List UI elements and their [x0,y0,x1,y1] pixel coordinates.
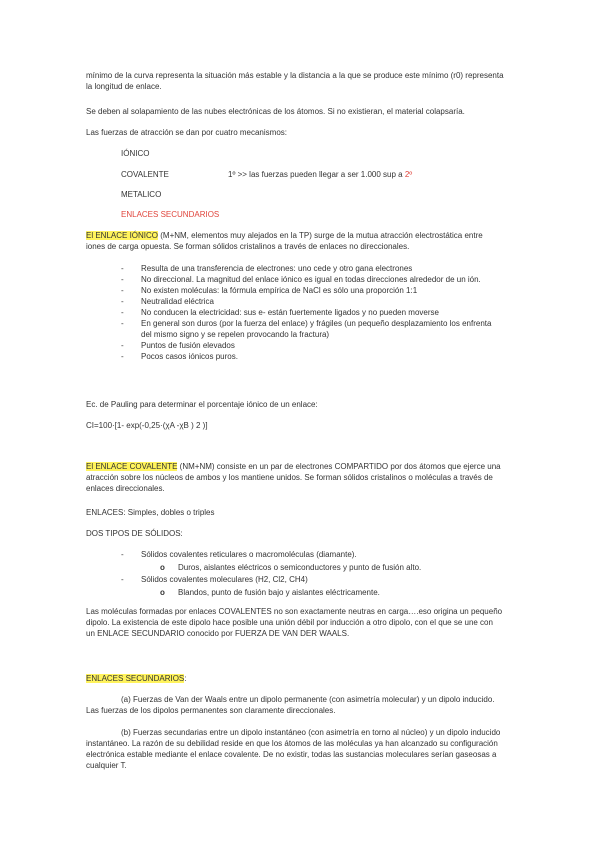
mechanism-metalico: METALICO [121,190,162,199]
list-item: - No conducen la electricidad: sus e- están fuertemente ligados y no pueden moverse [121,307,504,318]
secondary-heading-line [86,673,504,684]
covalent-text: (NM+NM) consiste en un par de electrones COMPARTIDO por dos átomos que ejerce una atracción sobre los núcleos de ambos y los mantiene unidos. Se forman sólidos cristalinos o moléculas a través de enlaces direccionales. [86,462,501,493]
list-item: - Sólidos covalentes moleculares (H2, Cl2, CH4) [121,574,504,585]
intro-paragraph-2: Se deben al solapamiento de las nubes electrónicas de los átomos. Si no existieran, el material colapsaría. [86,107,465,116]
covalente-note-text: 1º >> las fuerzas pueden llegar a ser 1.000 sup a [228,170,403,179]
list-item: - Sólidos covalentes reticulares o macromoléculas (diamante). [121,549,504,560]
list-item: - No existen moléculas: la fórmula empírica de NaCl es sólo una proporción 1:1 [121,285,504,296]
covalent-heading: El ENLACE COVALENTE [86,462,178,471]
list-item: - No direccional. La magnitud del enlace iónico es igual en todas direcciones alrededor de un ión. [121,274,504,285]
intro-paragraph-3: Las fuerzas de atracción se dan por cuatro mecanismos: [86,128,287,137]
covalent-type-1-list [121,549,504,560]
ionic-text: (M+NM, elementos muy alejados en la TP) surge de la mutua atracción electrostática entre iones de carga opuesta. Se forman sólidos cristalinos a través de enlaces no direccionales. [86,231,483,251]
secondary-paragraph-a: (a) Fuerzas de Van der Waals entre un dipolo permanente (con asimetría molecular) y un dipolo inducido. Las fuerzas de los dipolos permanentes son claramente direccionales. [86,695,495,715]
secondary-heading: ENLACES SECUNDARIOS [86,674,185,683]
list-item: - Neutralidad eléctrica [121,296,504,307]
mechanism-ionico: IÓNICO [121,149,150,158]
covalent-type-2-sublist [160,587,504,598]
covalente-note-red: 2º [404,170,413,179]
list-item: - Resulta de una transferencia de electrones: uno cede y otro gana electrones [121,263,504,274]
list-item: - En general son duros (por la fuerza del enlace) y frágiles (un pequeño desplazamiento los enfrenta del mismo signo y se repelen provocando la fractura) [121,318,504,340]
pauling-label: Ec. de Pauling para determinar el porcentaje iónico de un enlace: [86,400,318,409]
list-item: o Blandos, punto de fusión bajo y aislantes eléctricamente. [160,587,504,598]
ionic-paragraph [86,230,504,252]
ionic-bullet-list [121,263,504,362]
mechanism-covalente: COVALENTE [121,170,169,179]
intro-paragraph-1: mínimo de la curva representa la situación más estable y la distancia a la que se produce este mínimo (r0) representa la longitud de enlace. [86,71,504,91]
list-item: - Puntos de fusión elevados [121,340,504,351]
covalent-enlaces: ENLACES: Simples, dobles o triples [86,508,215,517]
covalent-paragraph [86,461,504,494]
secondary-heading-colon: : [184,674,187,683]
secondary-paragraph-b: (b) Fuerzas secundarias entre un dipolo instantáneo (con asimetría en torno al núcleo) y un dipolo inducido instantáneo. La razón de su debilidad reside en que los átomos de las moléculas ya han alcanzado su configuración electrónica estable mediante el enlace covalente. De no existir, todas las sustancias moleculares serían gaseosas a cualquier T. [86,728,501,770]
mechanism-secundarios: ENLACES SECUNDARIOS [121,210,220,219]
list-item: o Duros, aislantes eléctricos o semiconductores y punto de fusión alto. [160,562,504,573]
covalent-dos-tipos: DOS TIPOS DE SÓLIDOS: [86,529,183,538]
ionic-heading: El ENLACE IÓNICO [86,231,159,240]
covalente-note [228,169,412,180]
covalent-type-1-sublist [160,562,504,573]
pauling-formula: CI=100·[1- exp(-0,25·(χA -χB ) 2 )] [86,421,208,430]
dipole-paragraph: Las moléculas formadas por enlaces COVALENTES no son exactamente neutras en carga….eso origina un pequeño dipolo. La existencia de este dipolo hace posible una unión débil por inducción a otro dipolo, con el que se une con un ENLACE SECUNDARIO conocido por FUERZA DE VAN DER WAALS. [86,607,503,638]
list-item: - Pocos casos iónicos puros. [121,351,504,362]
covalent-type-2-list [121,574,504,585]
